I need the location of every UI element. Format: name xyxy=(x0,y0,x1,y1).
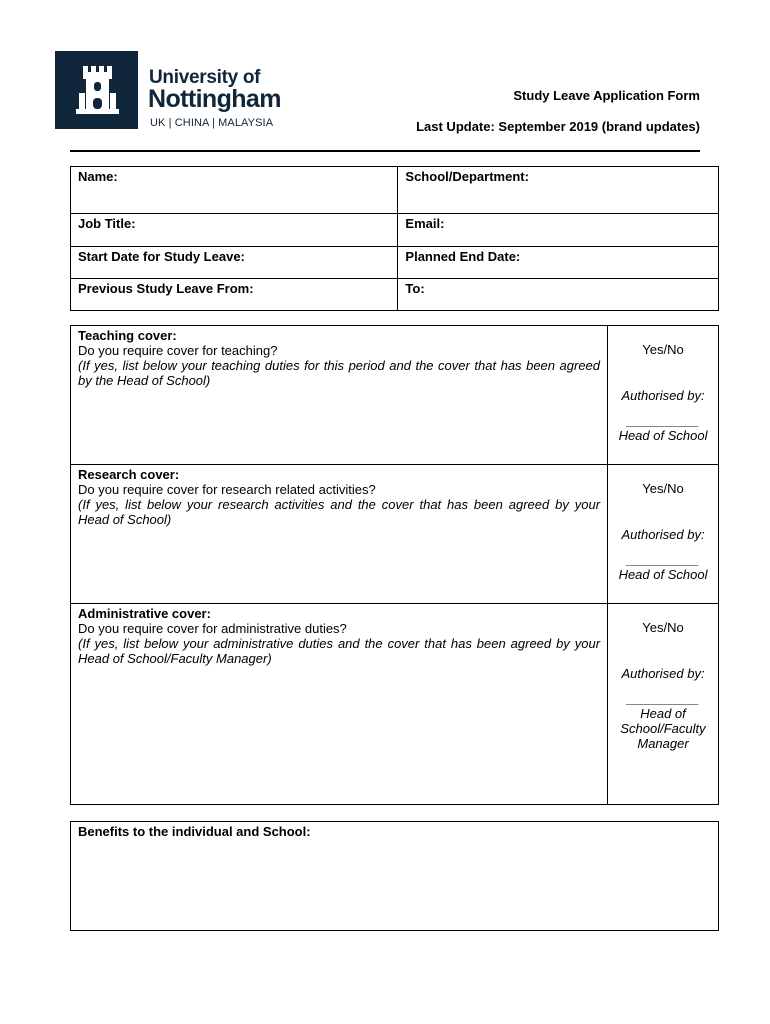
cover-arrangements-table xyxy=(70,325,719,805)
previous-leave-from-field[interactable] xyxy=(71,279,398,311)
castle-icon xyxy=(55,51,138,129)
name-label: Name: xyxy=(78,169,118,184)
teaching-cover-authorisation xyxy=(608,326,719,465)
administrative-yes-no[interactable]: Yes/No xyxy=(642,620,684,635)
last-update: Last Update: September 2019 (brand updates) xyxy=(416,119,700,134)
email-field[interactable] xyxy=(398,214,719,247)
research-cover-question: Do you require cover for research related activities? xyxy=(78,482,376,497)
start-date-field[interactable] xyxy=(71,247,398,279)
start-date-label: Start Date for Study Leave: xyxy=(78,249,245,264)
header-divider xyxy=(70,150,700,152)
research-signature-line[interactable]: __________ xyxy=(626,552,700,567)
job-title-label: Job Title: xyxy=(78,216,136,231)
school-department-label: School/Department: xyxy=(405,169,529,184)
administrative-cover-question: Do you require cover for administrative duties? xyxy=(78,621,347,636)
teaching-cover-heading: Teaching cover: xyxy=(78,328,177,343)
end-date-label: Planned End Date: xyxy=(405,249,521,264)
teaching-cover-instruction: (If yes, list below your teaching duties for this period and the cover that has been agreed by the Head of School) xyxy=(78,358,601,388)
previous-leave-to-label: To: xyxy=(405,281,425,296)
benefits-table xyxy=(70,821,719,931)
administrative-cover-authorisation xyxy=(608,604,719,805)
teaching-authorised-by: Authorised by: xyxy=(621,388,705,403)
research-cover-authorisation xyxy=(608,465,719,604)
name-field[interactable] xyxy=(71,167,398,214)
teaching-yes-no[interactable]: Yes/No xyxy=(642,342,684,357)
research-cover-heading: Research cover: xyxy=(78,467,180,482)
administrative-signatory: Head of School/Faculty Manager xyxy=(620,706,706,751)
previous-leave-from-label: Previous Study Leave From: xyxy=(78,281,254,296)
administrative-signature-line[interactable]: __________ xyxy=(626,691,700,706)
school-department-field[interactable] xyxy=(398,167,719,214)
teaching-signatory: Head of School xyxy=(618,428,708,443)
administrative-authorised-by: Authorised by: xyxy=(621,666,705,681)
teaching-cover-question: Do you require cover for teaching? xyxy=(78,343,278,358)
applicant-details-table xyxy=(70,166,719,311)
research-cover-instruction: (If yes, list below your research activities and the cover that has been agreed by your Head of School) xyxy=(78,497,601,527)
form-title: Study Leave Application Form xyxy=(513,88,700,103)
logo-text-line3: UK | CHINA | MALAYSIA xyxy=(150,117,274,129)
university-crest-logo xyxy=(55,51,138,129)
logo-text-line2: Nottingham xyxy=(148,85,281,113)
research-signatory: Head of School xyxy=(618,567,708,582)
research-authorised-by: Authorised by: xyxy=(621,527,705,542)
teaching-cover-section[interactable] xyxy=(71,326,608,465)
benefits-label: Benefits to the individual and School: xyxy=(78,824,311,839)
administrative-cover-instruction: (If yes, list below your administrative duties and the cover that has been agreed by your Head of School/Faculty Manager) xyxy=(78,636,601,666)
benefits-field[interactable] xyxy=(71,822,719,931)
administrative-cover-section[interactable] xyxy=(71,604,608,805)
end-date-field[interactable] xyxy=(398,247,719,279)
email-label: Email: xyxy=(405,216,445,231)
job-title-field[interactable] xyxy=(71,214,398,247)
logo-text-line1: University of xyxy=(149,67,261,88)
research-cover-section[interactable] xyxy=(71,465,608,604)
teaching-signature-line[interactable]: __________ xyxy=(626,413,700,428)
administrative-cover-heading: Administrative cover: xyxy=(78,606,211,621)
previous-leave-to-field[interactable] xyxy=(398,279,719,311)
research-yes-no[interactable]: Yes/No xyxy=(642,481,684,496)
